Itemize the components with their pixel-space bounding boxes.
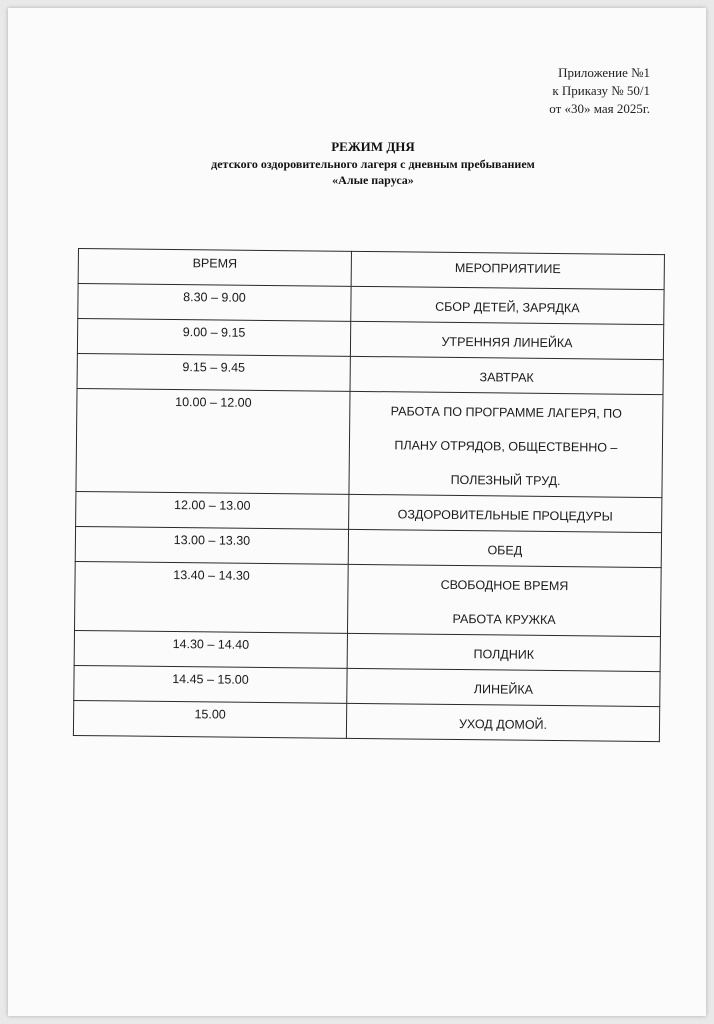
schedule-activity-cell: [347, 564, 661, 636]
schedule-activity-line: РАБОТА КРУЖКА: [452, 611, 556, 628]
schedule-activity-line: ПОЛЕЗНЫЙ ТРУД.: [450, 472, 561, 489]
schedule-activity-cell: [348, 529, 661, 567]
schedule-time-cell: 14.30 – 14.40: [74, 630, 347, 668]
schedule-activity-cell: [347, 633, 660, 671]
schedule-time-cell: 9.15 – 9.45: [77, 353, 350, 391]
schedule-activity-line: ПЛАНУ ОТРЯДОВ, ОБЩЕСТВЕННО –: [394, 438, 618, 455]
schedule-activity-line: ОЗДОРОВИТЕЛЬНЫЕ ПРОЦЕДУРЫ: [397, 507, 613, 524]
document-title-block: [8, 138, 714, 188]
appendix-line-1: Приложение №1: [558, 65, 650, 80]
schedule-activity-line: УТРЕННЯЯ ЛИНЕЙКА: [441, 334, 573, 351]
schedule-time-cell: 13.00 – 13.30: [75, 526, 348, 564]
schedule-time-cell: 15.00: [73, 700, 346, 738]
schedule-body: [73, 249, 664, 742]
header-activity-label: МЕРОПРИЯТИИЕ: [454, 260, 561, 277]
schedule-activity-cell: [346, 703, 659, 741]
schedule-activity-cell: [350, 321, 663, 359]
appendix-line-3: от «30» мая 2025г.: [549, 101, 650, 116]
schedule-activity-line: УХОД ДОМОЙ.: [458, 717, 548, 732]
schedule-time-cell: 14.45 – 15.00: [74, 665, 347, 703]
schedule-activity-line: СВОБОДНОЕ ВРЕМЯ: [440, 577, 569, 594]
schedule-activity-cell: [350, 356, 663, 394]
schedule-activity-cell: [349, 391, 663, 497]
document-page: [8, 8, 706, 1016]
schedule-table: [73, 248, 665, 742]
schedule-activity-cell: [347, 668, 660, 706]
schedule-time-cell: 10.00 – 12.00: [76, 388, 350, 494]
header-time: ВРЕМЯ: [78, 249, 351, 287]
schedule-activity-line: ЛИНЕЙКА: [473, 682, 534, 697]
schedule-activity-cell: [349, 494, 662, 532]
schedule-time-cell: 13.40 – 14.30: [74, 561, 348, 633]
schedule-row: [73, 700, 659, 741]
camp-name: «Алые паруса»: [332, 173, 414, 187]
schedule-activity-cell: [351, 286, 664, 324]
document-subtitle: детского оздоровительного лагеря с дневным пребыванием: [211, 157, 535, 171]
schedule-activity-line: СБОР ДЕТЕЙ, ЗАРЯДКА: [435, 299, 580, 316]
schedule-time-cell: 12.00 – 13.00: [76, 491, 349, 529]
schedule-row: [74, 561, 661, 636]
schedule-activity-line: ЗАВТРАК: [479, 370, 534, 385]
header-activity: [351, 251, 664, 289]
schedule-row: [76, 388, 663, 497]
appendix-line-2: к Приказу № 50/1: [552, 83, 650, 98]
schedule-activity-line: ПОЛДНИК: [473, 647, 535, 662]
schedule-activity-line: РАБОТА ПО ПРОГРАММЕ ЛАГЕРЯ, ПО: [390, 404, 622, 421]
schedule-time-cell: 9.00 – 9.15: [77, 319, 350, 357]
schedule-time-cell: 8.30 – 9.00: [78, 284, 351, 322]
document-title: РЕЖИМ ДНЯ: [331, 139, 415, 154]
schedule-activity-line: ОБЕД: [487, 543, 523, 558]
appendix-note: [549, 64, 650, 118]
